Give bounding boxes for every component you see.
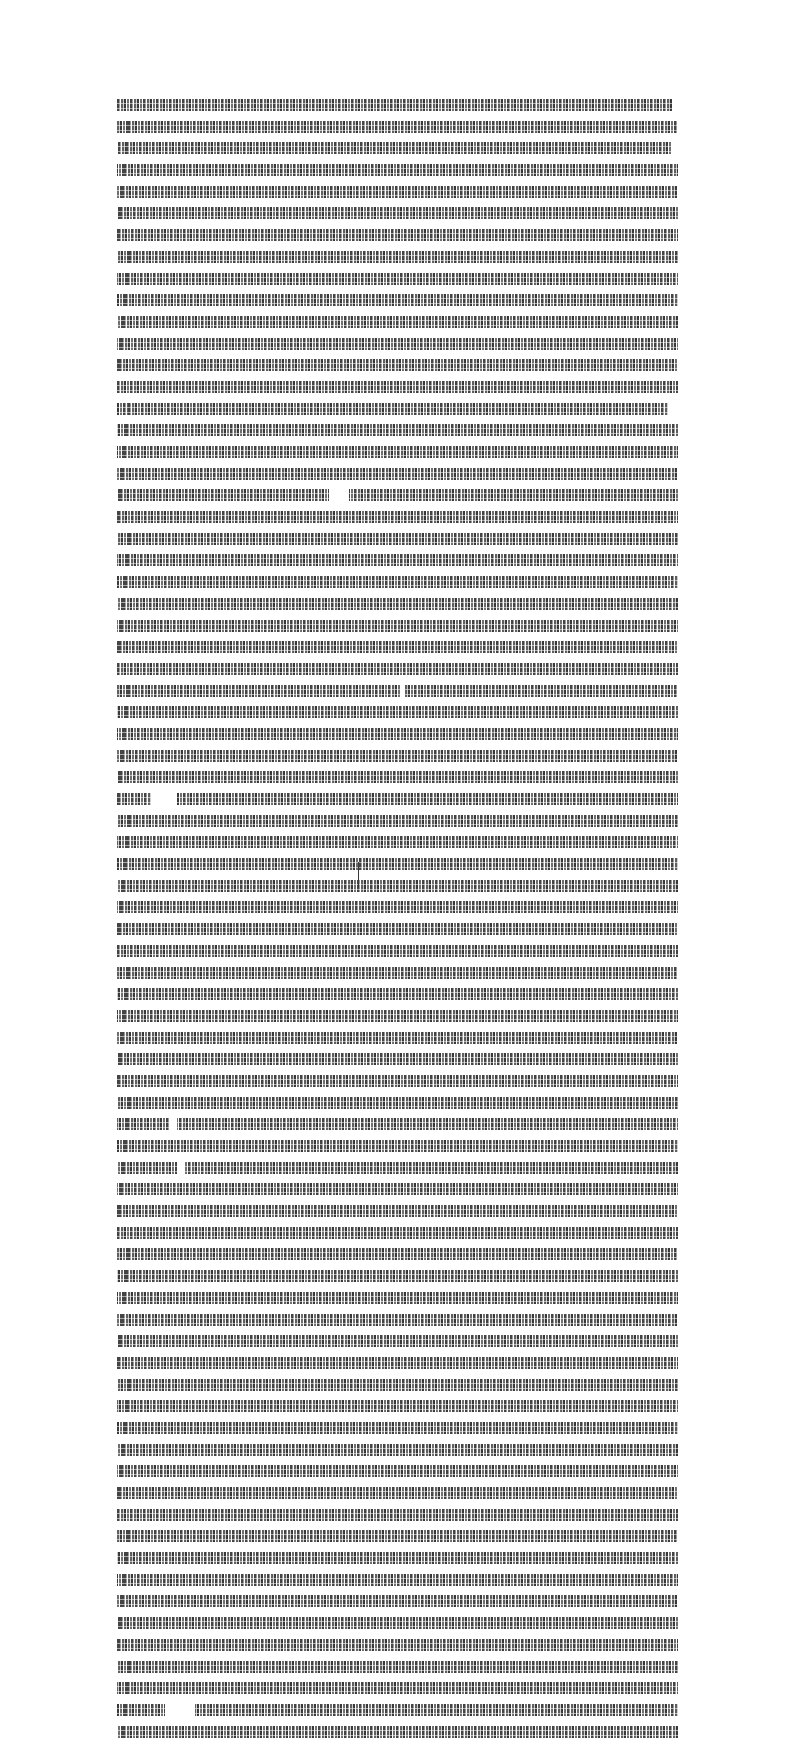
text-line [117, 767, 678, 789]
illegible-text [117, 121, 678, 133]
illegible-text [117, 381, 678, 393]
illegible-text [117, 468, 678, 480]
text-line [117, 117, 678, 139]
illegible-text [117, 1205, 678, 1217]
text-line [117, 507, 678, 529]
text-line [117, 572, 678, 594]
text-line [117, 1049, 678, 1071]
text-line [117, 1461, 678, 1483]
text-line [117, 876, 678, 898]
text-line [117, 442, 678, 464]
illegible-text [117, 251, 678, 263]
illegible-text [117, 1118, 678, 1130]
text-line [117, 1591, 678, 1613]
text-line [117, 420, 678, 442]
text-line [117, 789, 678, 811]
text-line [117, 1440, 678, 1462]
text-line [117, 1244, 678, 1266]
illegible-text [117, 229, 678, 241]
illegible-text [117, 880, 678, 892]
text-line [117, 1136, 678, 1158]
text-line [117, 854, 678, 876]
text-line [117, 1613, 678, 1635]
illegible-text [117, 554, 678, 566]
illegible-text [117, 1574, 678, 1586]
text-line [117, 681, 678, 703]
illegible-text [117, 1053, 678, 1065]
text-line [117, 919, 678, 941]
text-line [117, 355, 678, 377]
text-line [117, 203, 678, 225]
text-line [117, 984, 678, 1006]
text-line [117, 225, 678, 247]
illegible-text [117, 1270, 678, 1282]
illegible-text [117, 1400, 678, 1412]
text-line [117, 160, 678, 182]
text-line [117, 1635, 678, 1657]
illegible-text [117, 1183, 678, 1195]
illegible-text [117, 489, 678, 501]
illegible-text [117, 1639, 678, 1651]
text-line [117, 1396, 678, 1418]
text-line [117, 1722, 678, 1743]
illegible-text [117, 1444, 678, 1456]
text-line [117, 550, 678, 572]
illegible-text [117, 641, 678, 653]
word-gap [329, 489, 349, 501]
text-line [117, 1375, 678, 1397]
illegible-text [117, 511, 678, 523]
illegible-text [117, 706, 678, 718]
body-text-block [117, 95, 678, 1743]
illegible-text [117, 186, 678, 198]
illegible-text [117, 1248, 678, 1260]
illegible-text [117, 1617, 678, 1629]
text-line [117, 1570, 678, 1592]
illegible-text [117, 1661, 678, 1673]
text-line [117, 1006, 678, 1028]
text-line [117, 616, 678, 638]
illegible-text [117, 1335, 678, 1347]
illegible-text [117, 858, 678, 870]
text-line [117, 1657, 678, 1679]
illegible-text [117, 403, 668, 415]
text-line [117, 290, 678, 312]
illegible-text [117, 901, 678, 913]
word-gap [400, 685, 405, 697]
text-line [117, 1201, 678, 1223]
illegible-text [117, 771, 678, 783]
text-line [117, 1028, 678, 1050]
illegible-text [117, 1530, 678, 1542]
text-line [117, 637, 678, 659]
illegible-text [117, 836, 678, 848]
text-line [117, 464, 678, 486]
illegible-text [117, 359, 678, 371]
illegible-text [117, 273, 678, 285]
illegible-text [117, 923, 678, 935]
text-line [117, 1418, 678, 1440]
illegible-text [117, 1552, 678, 1564]
illegible-text [117, 1032, 678, 1044]
illegible-text [117, 1422, 678, 1434]
illegible-text [117, 1726, 678, 1738]
illegible-text [117, 967, 678, 979]
text-line [117, 312, 678, 334]
text-line [117, 702, 678, 724]
word-gap [151, 793, 177, 805]
word-gap [177, 1162, 185, 1174]
text-line [117, 594, 678, 616]
illegible-text [117, 685, 678, 697]
text-line [117, 1483, 678, 1505]
text-line [117, 1093, 678, 1115]
illegible-text [117, 1682, 678, 1694]
text-line [117, 811, 678, 833]
text-line [117, 269, 678, 291]
text-line [117, 1071, 678, 1093]
illegible-text [117, 1162, 678, 1174]
illegible-text [117, 1227, 678, 1239]
illegible-text [117, 294, 678, 306]
illegible-text [117, 945, 678, 957]
text-line [117, 399, 678, 421]
text-line [117, 1678, 678, 1700]
illegible-text [117, 1509, 678, 1521]
illegible-text [117, 620, 678, 632]
text-line [117, 485, 678, 507]
illegible-text [117, 1465, 678, 1477]
illegible-text [117, 1140, 678, 1152]
illegible-text [117, 1097, 678, 1109]
illegible-text [117, 207, 678, 219]
illegible-text [117, 598, 678, 610]
illegible-text [117, 1379, 678, 1391]
text-line [117, 1114, 678, 1136]
text-line [117, 1288, 678, 1310]
illegible-text [117, 750, 678, 762]
vertical-stroke-mark [358, 862, 359, 888]
illegible-text [117, 533, 678, 545]
illegible-text [117, 1314, 678, 1326]
text-line [117, 1700, 678, 1722]
text-line [117, 182, 678, 204]
illegible-text [117, 1704, 678, 1716]
word-gap [165, 1704, 195, 1716]
text-line [117, 724, 678, 746]
text-line [117, 334, 678, 356]
text-line [117, 1353, 678, 1375]
illegible-text [117, 728, 678, 740]
text-line [117, 1505, 678, 1527]
text-line [117, 377, 678, 399]
text-line [117, 1266, 678, 1288]
text-line [117, 138, 678, 160]
illegible-text [117, 1487, 678, 1499]
illegible-text [117, 815, 678, 827]
illegible-text [117, 164, 678, 176]
illegible-text [117, 1075, 678, 1087]
illegible-text [117, 1292, 678, 1304]
text-line [117, 897, 678, 919]
illegible-text [117, 988, 678, 1000]
illegible-text [117, 338, 678, 350]
text-line [117, 1158, 678, 1180]
illegible-text [117, 99, 673, 111]
text-line [117, 95, 678, 117]
illegible-text [117, 446, 678, 458]
text-line [117, 1526, 678, 1548]
illegible-text [117, 1357, 678, 1369]
illegible-text [117, 793, 678, 805]
word-gap [169, 1118, 177, 1130]
text-line [117, 941, 678, 963]
text-line [117, 529, 678, 551]
text-line [117, 1548, 678, 1570]
illegible-text [117, 1010, 678, 1022]
illegible-text [117, 663, 678, 675]
text-line [117, 746, 678, 768]
illegible-text [117, 316, 678, 328]
text-line [117, 1310, 678, 1332]
text-line [117, 247, 678, 269]
illegible-text [117, 424, 678, 436]
text-line [117, 1179, 678, 1201]
text-line [117, 963, 678, 985]
text-line [117, 659, 678, 681]
illegible-text [117, 1595, 678, 1607]
text-line [117, 832, 678, 854]
illegible-text [117, 576, 678, 588]
text-line [117, 1331, 678, 1353]
illegible-text [117, 142, 671, 154]
text-line [117, 1223, 678, 1245]
